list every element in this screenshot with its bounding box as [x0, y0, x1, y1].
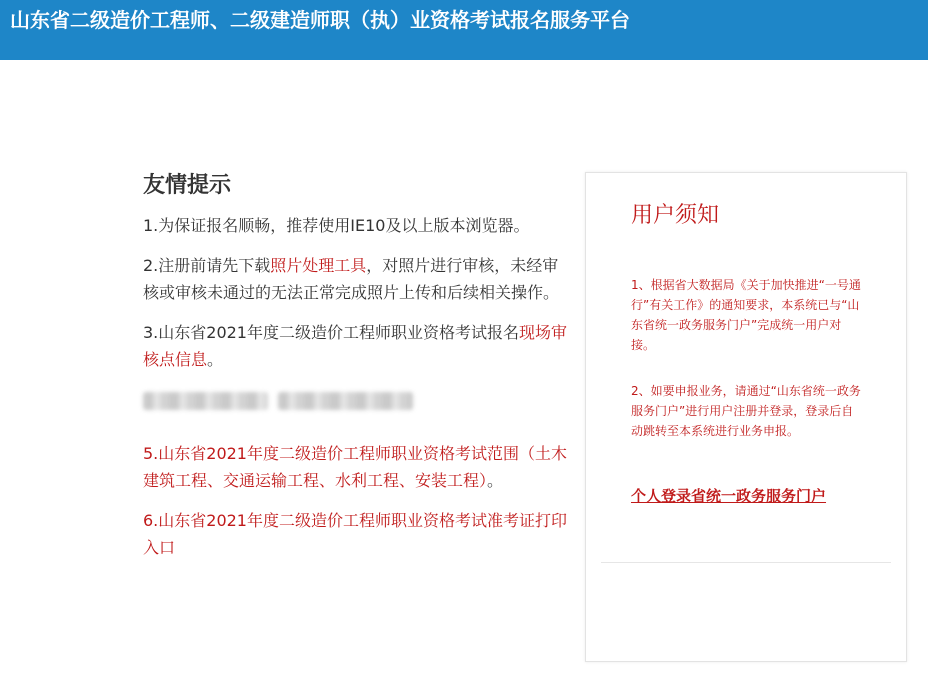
tip-3-suffix: 。 [207, 350, 224, 369]
tips-heading: 友情提示 [143, 173, 232, 198]
tips-section [143, 168, 568, 574]
tip-1: 1.为保证报名顺畅，推荐使用IE10及以上版本浏览器。 [143, 216, 530, 235]
redacted-bar-2 [278, 392, 413, 410]
site-title: 山东省二级造价工程师、二级建造师职（执）业资格考试报名服务平台 [10, 8, 630, 32]
tip-3-prefix: 3.山东省2021年度二级造价工程师职业资格考试报名 [143, 323, 519, 342]
admission-ticket-link[interactable]: 6.山东省2021年度二级造价工程师职业资格考试准考证打印入口 [143, 511, 567, 557]
exam-scope-link[interactable]: 5.山东省2021年度二级造价工程师职业资格考试范围（土木建筑工程、交通运输工程、水利工程、安装工程） [143, 444, 567, 490]
page-header [0, 0, 928, 60]
notice-paragraph-1: 1、根据省大数据局《关于加快推进“一号通行”有关工作》的通知要求，本系统已与“山东省统一政务服务门户”完成统一用户对接。 [631, 278, 861, 352]
portal-login-link[interactable]: 个人登录省统一政务服务门户 [631, 487, 827, 505]
photo-tool-link[interactable]: 照片处理工具 [270, 256, 367, 275]
review-site-info-link[interactable]: 现场审核点信息 [143, 323, 568, 369]
tip-6 [143, 507, 568, 561]
notice-title: 用户须知 [631, 203, 720, 228]
redacted-bar-1 [143, 392, 268, 410]
user-notice-panel [585, 172, 907, 662]
tip-5 [143, 440, 568, 494]
redacted-tip-4 [143, 386, 568, 416]
tip-2-prefix: 2.注册前请先下载 [143, 256, 271, 275]
panel-divider [601, 562, 891, 563]
tip-2-suffix: ，对照片进行审核，未经审核或审核未通过的无法正常完成照片上传和后续相关操作。 [143, 256, 560, 302]
tip-2 [143, 252, 568, 306]
notice-paragraph-2: 2、如要申报业务，请通过“山东省统一政务服务门户”进行用户注册并登录，登录后自动跳转至本系统进行业务申报。 [631, 384, 861, 438]
tip-5-suffix: 。 [487, 471, 504, 490]
tip-3 [143, 319, 568, 373]
